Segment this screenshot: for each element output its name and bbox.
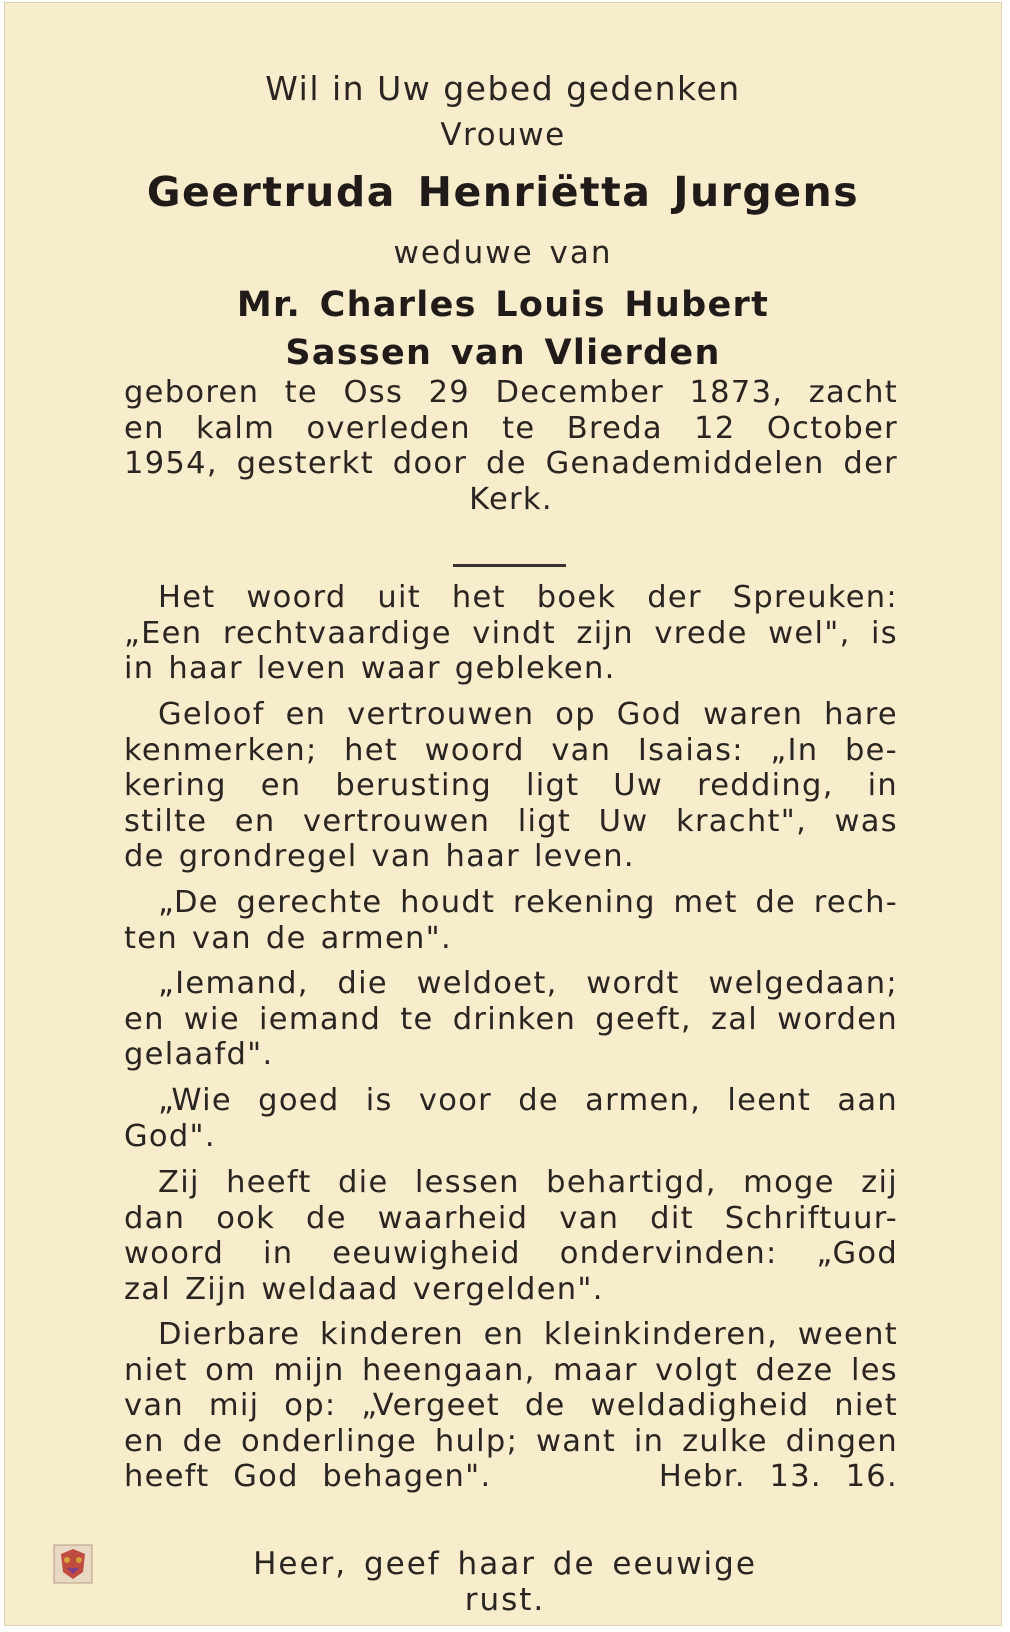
text-line: van mij op: „Vergeet de weldadigheid niet [124, 1388, 898, 1423]
header-line-vrouwe: Vrouwe [440, 117, 566, 153]
text-line: stilte en vertrouwen ligt Uw kracht", was [124, 803, 898, 839]
text-line: en wie iemand te drinken geeft, zal worden [124, 1001, 898, 1037]
final-line [124, 1459, 898, 1495]
paragraph-faith [124, 697, 898, 875]
header-line-remember: Wil in Uw gebed gedenken [265, 69, 741, 108]
heraldic-seal-icon [53, 1544, 93, 1584]
paragraph-righteous [124, 885, 898, 956]
text-line: „De gerechte houdt rekening met de rech- [158, 885, 898, 920]
bio-line: geboren te Oss 29 December 1873, zacht [124, 375, 898, 410]
paragraph-proverbs [124, 580, 898, 687]
paragraph-lessons [124, 1165, 898, 1307]
husband-name-line-1: Mr. Charles Louis Hubert [236, 285, 770, 325]
deceased-name: Geertruda Henriëtta Jurgens [146, 168, 860, 216]
bio-line: 1954, gesterkt door de Genademiddelen der [124, 446, 898, 481]
husband-name-line-2: Sassen van Vlierden [285, 333, 721, 373]
text-line: in haar leven waar gebleken. [124, 651, 616, 686]
text-line: dan ook de waarheid van dit Schriftuur- [124, 1200, 898, 1236]
text-line: woord in eeuwigheid ondervinden: „God [124, 1236, 898, 1271]
text-line: God". [124, 1118, 216, 1154]
text-line: „Een rechtvaardige vindt zijn vrede wel", is [124, 615, 898, 651]
text-line: „Wie goed is voor de armen, leent aan [158, 1083, 898, 1118]
text-line: gelaafd". [124, 1037, 274, 1072]
text-line: Het woord uit het boek der Spreuken: [158, 580, 898, 615]
memorial-card [4, 2, 1002, 1626]
text-line: de grondregel van haar leven. [124, 839, 635, 874]
text-line: Geloof en vertrouwen op God waren hare [158, 697, 898, 732]
text-line: Dierbare kinderen en kleinkinderen, weent [158, 1317, 898, 1352]
text-line: ten van de armen". [124, 920, 452, 956]
paragraph-poor [124, 1083, 898, 1154]
text-line: Zij heeft die lessen behartigd, moge zij [158, 1165, 898, 1200]
bio-line: Kerk. [469, 481, 553, 517]
text-line: kenmerken; het woord van Isaias: „In be- [124, 732, 898, 768]
divider-rule [453, 564, 566, 567]
header-line-widow-of: weduwe van [393, 235, 613, 271]
paragraph-children [124, 1317, 898, 1495]
bio-paragraph [124, 375, 898, 517]
final-line-text: heeft God behagen". [124, 1459, 492, 1494]
text-line: niet om mijn heengaan, maar volgt deze les [124, 1352, 898, 1388]
scripture-reference: Hebr. 13. 16. [658, 1459, 899, 1494]
text-line: en de onderlinge hulp; want in zulke dingen [124, 1423, 898, 1459]
text-line: kering en berusting ligt Uw redding, in [124, 768, 898, 803]
text-line: „Iemand, die weldoet, wordt welgedaan; [158, 966, 898, 1001]
text-line: zal Zijn weldaad vergelden". [124, 1271, 604, 1307]
closing-prayer: Heer, geef haar de eeuwige rust. [253, 1546, 757, 1618]
bio-line: en kalm overleden te Breda 12 October [124, 410, 898, 446]
paragraph-welldoing [124, 966, 898, 1073]
